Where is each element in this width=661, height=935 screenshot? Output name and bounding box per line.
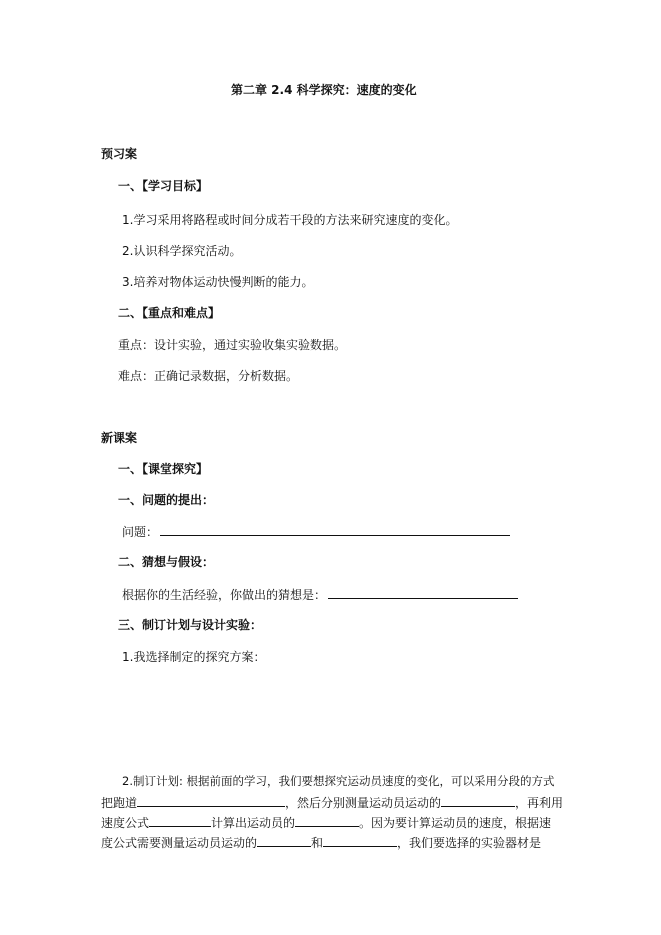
speed-result-blank[interactable] bbox=[295, 814, 359, 827]
question-heading: 一、问题的提出： bbox=[118, 493, 215, 507]
plan-heading: 三、制订计划与设计实验： bbox=[118, 618, 263, 632]
goal-item-3: 3.培养对物体运动快慢判断的能力。 bbox=[122, 275, 314, 289]
question-line bbox=[122, 523, 510, 540]
p2-l2-c: ，再利用 bbox=[515, 796, 564, 810]
goal-item-2: 2.认识科学探究活动。 bbox=[122, 244, 242, 258]
plan-item-2-line-3 bbox=[101, 814, 551, 831]
p2-l4-c: ，我们要选择的实验器材是 bbox=[397, 836, 542, 850]
explore-heading: 一、【课堂探究】 bbox=[118, 462, 209, 476]
key-point: 重点：设计实验，通过实验收集实验数据。 bbox=[118, 338, 347, 352]
goals-heading: 一、【学习目标】 bbox=[118, 179, 209, 193]
p2-l4-a: 度公式需要测量运动员运动的 bbox=[101, 836, 258, 850]
plan-item-2-line-2 bbox=[101, 794, 563, 811]
guess-heading: 二、猜想与假设： bbox=[118, 555, 215, 569]
preview-heading: 预习案 bbox=[101, 147, 138, 161]
plan-item-2-line-4 bbox=[101, 834, 541, 851]
key-heading: 二、【重点和难点】 bbox=[118, 306, 221, 320]
speed-formula-blank[interactable] bbox=[149, 814, 211, 827]
p2-l3-b: 计算出运动员的 bbox=[211, 816, 296, 830]
guess-label: 根据你的生活经验，你做出的猜想是： bbox=[122, 588, 327, 602]
p2-l2-a: 把跑道 bbox=[101, 796, 138, 810]
p2-l4-b: 和 bbox=[311, 836, 324, 850]
plan-item-1: 1.我选择制定的探究方案： bbox=[122, 650, 266, 664]
plan-item-2-line-1: 2.制订计划: 根据前面的学习，我们要想探究运动员速度的变化，可以采用分段的方式 bbox=[122, 774, 555, 788]
goal-item-1: 1.学习采用将路程或时间分成若干段的方法来研究速度的变化。 bbox=[122, 213, 458, 227]
measure-blank-2[interactable] bbox=[323, 834, 397, 847]
difficulty-point: 难点：正确记录数据，分析数据。 bbox=[118, 369, 299, 383]
track-division-blank[interactable] bbox=[137, 794, 285, 807]
page-title: 第二章 2.4 科学探究：速度的变化 bbox=[231, 83, 417, 97]
measure-blank-1[interactable] bbox=[257, 834, 311, 847]
guess-line bbox=[122, 586, 518, 603]
question-label: 问题： bbox=[122, 525, 159, 539]
p2-l3-a: 速度公式 bbox=[101, 816, 150, 830]
guess-blank[interactable] bbox=[328, 586, 518, 599]
new-lesson-heading: 新课案 bbox=[101, 431, 138, 445]
question-blank[interactable] bbox=[160, 523, 510, 536]
p2-l2-b: ，然后分别测量运动员运动的 bbox=[285, 796, 442, 810]
p2-l3-c: 。因为要计算运动员的速度，根据速 bbox=[359, 816, 552, 830]
segment-measure-blank[interactable] bbox=[441, 794, 515, 807]
